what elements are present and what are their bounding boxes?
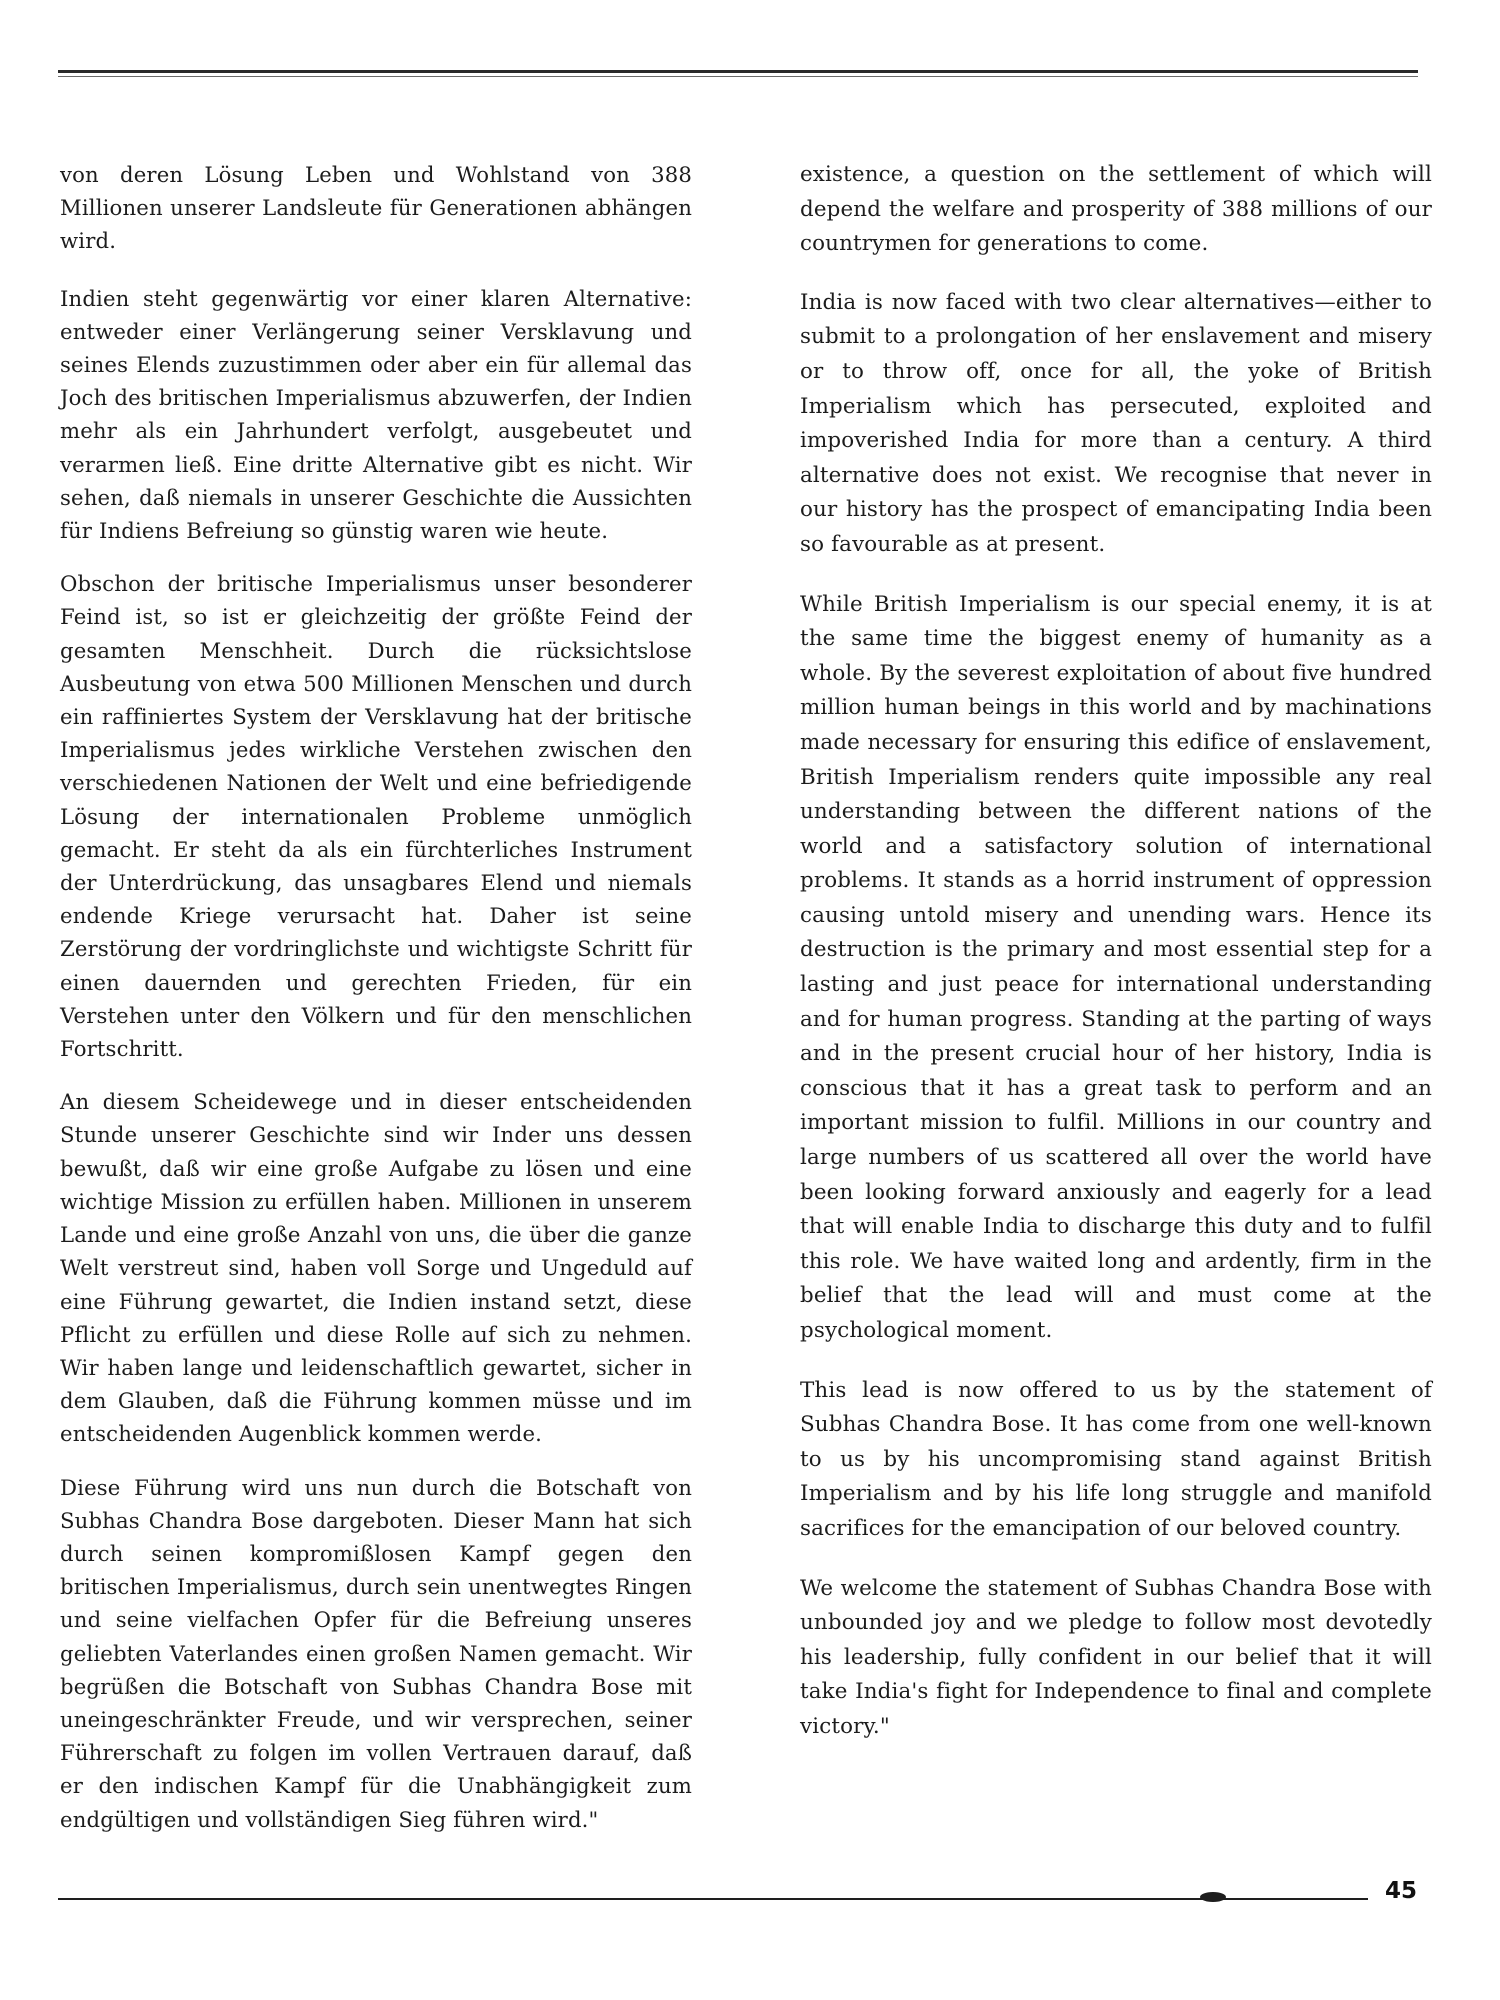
bottom-rule (58, 1898, 1368, 1900)
top-rule-thin (58, 76, 1418, 77)
german-text-column (60, 158, 692, 1856)
german-paragraph-2: Indien steht gegenwärtig vor einer klaren Alternative: entweder einer Verlängerung seiner Versklavung und seines Elends zuzustimmen oder aber ein für allemal das Joch des britischen Imperialismus abzuwerfen, der Indien mehr als ein Jahrhundert verfolgt, ausgebeutet und verarmen ließ. Eine dritte Alternative gibt es nicht. Wir sehen, daß niemals in unserer Geschichte die Aussichten für Indiens Befreiung so günstig waren wie heute. (60, 285, 692, 544)
german-paragraph-1: von deren Lösung Leben und Wohlstand von 388 Millionen unserer Landsleute für Generationen abhängen wird. (60, 162, 692, 254)
page-number: 45 (1385, 1878, 1418, 1904)
english-text-column (800, 158, 1432, 1770)
german-paragraph-4: An diesem Scheidewege und in dieser entscheidenden Stunde unserer Geschichte sind wir Inder uns dessen bewußt, daß wir eine große Aufgabe zu lösen und eine wichtige Mission zu erfüllen haben. Millionen in unserem Lande und eine große Anzahl von uns, die über die ganze Welt verstreut sind, haben voll Sorge und Ungeduld auf eine Führung gewartet, die Indien instand setzt, diese Pflicht zu erfüllen und diese Rolle auf sich zu nehmen. Wir haben lange und leidenschaftlich gewartet, sicher in dem Glauben, daß die Führung kommen müsse und im entscheidenden Augenblick kommen werde. (60, 1089, 692, 1447)
english-paragraph-1: existence, a question on the settlement of which will depend the welfare and prosperity of 388 millions of our countrymen for generations to come. (800, 162, 1432, 257)
bottom-rule-ornament (1200, 1892, 1226, 1902)
german-paragraph-3: Obschon der britische Imperialismus unser besonderer Feind ist, so ist er gleichzeitig der größte Feind der gesamten Menschheit. Durch die rücksichtslose Ausbeutung von etwa 500 Millionen Menschen und durch ein raffiniertes System der Versklavung hat der britische Imperialismus jedes wirkliche Verstehen zwischen den verschiedenen Nationen der Welt und eine befriedigende Lösung der internationalen Probleme unmöglich gemacht. Er steht da als ein fürchterliches Instrument der Unterdrückung, das unsagbares Elend und niemals endende Kriege verursacht hat. Daher ist seine Zerstörung der vordringlichste und wichtigste Schritt für einen dauernden und gerechten Frieden, für ein Verstehen unter den Völkern und für den menschlichen Fortschritt. (60, 571, 692, 1062)
english-paragraph-4: This lead is now offered to us by the statement of Subhas Chandra Bose. It has come from one well-known to us by his uncompromising stand against British Imperialism and by his life long struggle and manifold sacrifices for the emancipation of our beloved country. (800, 1377, 1432, 1541)
german-paragraph-5: Diese Führung wird uns nun durch die Botschaft von Subhas Chandra Bose dargeboten. Dieser Mann hat sich durch seinen kompromißlosen Kampf gegen den britischen Imperialismus, durch sein unentwegtes Ringen und seine vielfachen Opfer für die Befreiung unseres geliebten Vaterlandes einen großen Namen gemacht. Wir begrüßen die Botschaft von Subhas Chandra Bose mit uneingeschränkter Freude, und wir versprechen, seiner Führerschaft zu folgen im vollen Vertrauen darauf, daß er den indischen Kampf für die Unabhängigkeit zum endgültigen und vollständigen Sieg führen wird." (60, 1474, 692, 1832)
english-paragraph-5: We welcome the statement of Subhas Chandra Bose with unbounded joy and we pledge to follow most devotedly his leadership, fully confident in our belief that it will take India's fight for Independence to final and complete victory." (800, 1575, 1432, 1739)
top-rule (58, 70, 1418, 73)
english-paragraph-2: India is now faced with two clear alternatives—either to submit to a prolongation of her enslavement and misery or to throw off, once for all, the yoke of British Imperialism which has persecuted, exploited and impoverished India for more than a century. A third alternative does not exist. We recognise that never in our history has the prospect of emancipating India been so favourable as at present. (800, 289, 1432, 557)
english-paragraph-3: While British Imperialism is our special enemy, it is at the same time the biggest enemy of humanity as a whole. By the severest exploitation of about five hundred million human beings in this world and by machinations made necessary for ensuring this edifice of enslavement, British Imperialism renders quite impossible any real understanding between the different nations of the world and a satisfactory solution of international problems. It stands as a horrid instrument of oppression causing untold misery and unending wars. Hence its destruction is the primary and most essential step for a lasting and just peace for international understanding and for human progress. Standing at the parting of ways and in the present crucial hour of her history, India is conscious that it has a great task to perform and an important mission to fulfil. Millions in our country and large numbers of us scattered all over the world have been looking forward anxiously and eagerly for a lead that will enable India to discharge this duty and to fulfil this role. We have waited long and ardently, firm in the belief that the lead will and must come at the psychological moment. (800, 591, 1432, 1343)
